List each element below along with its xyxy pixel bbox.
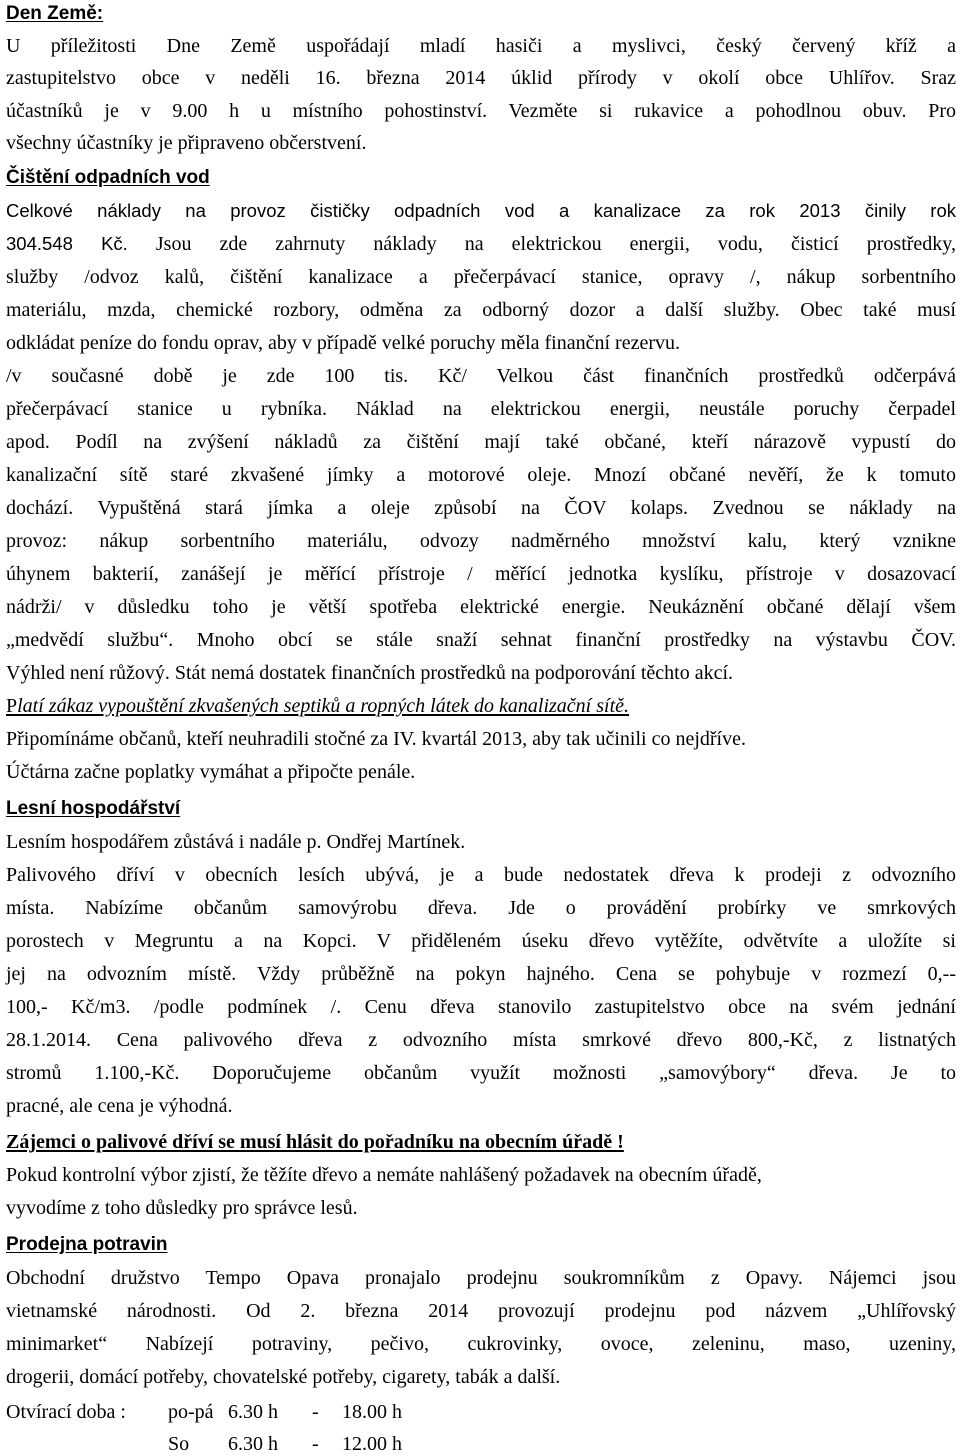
hours-saturday-day: So — [168, 1433, 190, 1455]
lesni-line-9: pracné, ale cena je výhodná. — [6, 1095, 233, 1117]
lesni-after-2: vyvodíme z toho důsledky pro správce lesů. — [6, 1197, 358, 1219]
den-zeme-line-2: zastupitelstvo obce v neděli 16. března 2014 úklid přírody v okolí obce Uhlířov. Sraz — [6, 67, 956, 89]
cisteni-line-13: nádrži/ v důsledku toho je větší spotřeba elektrické energie. Neukáznění občané dělají všem — [6, 596, 956, 618]
prodejna-line-4: drogerii, domácí potřeby, chovatelské potřeby, cigarety, tabák a další. — [6, 1366, 561, 1388]
cisteni-law-rest: latí zákaz vypouštění zkvašených septiků a ropných látek do kanalizační sítě. — [17, 695, 630, 717]
heading-cisteni: Čištění odpadních vod — [6, 167, 210, 188]
lesni-after-1: Pokud kontrolní výbor zjistí, že těžíte dřevo a nemáte nahlášený požadavek na obecním úřadě, — [6, 1164, 762, 1186]
lesni-notice: Zájemci o palivové dříví se musí hlásit do pořadníku na obecním úřadě ! — [6, 1131, 624, 1153]
cisteni-line-6: /v současné době je zde 100 tis. Kč/ Velkou část finančních prostředků odčerpává — [6, 365, 956, 387]
hours-weekday-from: 6.30 h — [228, 1401, 278, 1423]
hours-saturday-from: 6.30 h — [228, 1433, 278, 1455]
cisteni-law-first-letter: P — [6, 695, 18, 717]
lesni-line-7: 28.1.2014. Cena palivového dřeva z odvozního místa smrkové dřevo 800,-Kč, z listnatých — [6, 1029, 956, 1051]
lesni-line-3: místa. Nabízíme občanům samovýrobu dřeva. Jde o provádění probírky ve smrkových — [6, 897, 956, 919]
cisteni-line-2 — [6, 232, 956, 256]
cisteni-line-12: úhynem bakterií, zanášejí je měřící přístroje / měřící jednotka kyslíku, přístroje v dosazovací — [6, 563, 956, 585]
cisteni-line-5: odkládat peníze do fondu oprav, aby v případě velké poruchy měla finanční rezervu. — [6, 332, 680, 354]
cisteni-line-10: dochází. Vypuštěná stará jímka a oleje způsobí na ČOV kolaps. Zvednou se náklady na — [6, 497, 956, 519]
lesni-line-8: stromů 1.100,-Kč. Doporučujeme občanům využít možnosti „samovýbory“ dřeva. Je to — [6, 1062, 956, 1084]
heading-den-zeme — [6, 2, 103, 26]
cisteni-line-4: materiálu, mzda, chemické rozbory, odměna za odborný dozor a další služby. Obec také musí — [6, 299, 956, 321]
cisteni-line-9: kanalizační sítě staré zkvašené jímky a motorové oleje. Mnozí občané nevěří, že k tomuto — [6, 464, 956, 486]
den-zeme-line-4: všechny účastníky je připraveno občerstvení. — [6, 132, 367, 154]
prodejna-line-2: vietnamské národnosti. Od 2. března 2014 provozují prodejnu pod názvem „Uhlířovský — [6, 1300, 956, 1322]
den-zeme-line-1: U příležitosti Dne Země uspořádají mladí hasiči a myslivci, český červený kříž a — [6, 35, 956, 57]
lesni-line-6: 100,- Kč/m3. /podle podmínek /. Cenu dřeva stanovilo zastupitelstvo obce na svém jednání — [6, 996, 956, 1018]
hours-weekday-to: 18.00 h — [342, 1401, 402, 1423]
cisteni-line-11: provoz: nákup sorbentního materiálu, odvozy nadměrného množství kalu, který vznikne — [6, 530, 956, 552]
heading-den-zeme-text: Den Země: — [6, 3, 104, 24]
den-zeme-line-3: účastníků je v 9.00 h u místního pohostinství. Vezměte si rukavice a pohodlnou obuv. Pro — [6, 100, 956, 122]
cisteni-line-2-rest: Jsou zde zahrnuty náklady na elektrickou energii, vodu, čisticí prostředky, — [155, 233, 957, 255]
heading-lesni: Lesní hospodářství — [6, 798, 181, 819]
cisteni-law-notice — [6, 694, 629, 718]
prodejna-line-3: minimarket“ Nabízejí potraviny, pečivo, cukrovinky, ovoce, zeleninu, maso, uzeniny, — [6, 1333, 956, 1355]
heading-prodejna: Prodejna potravin — [6, 1234, 168, 1255]
cisteni-reminder-2: Účtárna začne poplatky vymáhat a připočte penále. — [6, 761, 416, 783]
cisteni-line-sans-1: Celkové náklady na provoz čističky odpadních vod a kanalizace za rok 2013 činily rok — [6, 200, 956, 221]
lesni-line-4: porostech v Megruntu a na Kopci. V přiděleném úseku dřevo vytěžíte, odvětvíte a uložíte si — [6, 930, 956, 952]
lesni-line-2: Palivového dříví v obecních lesích ubývá, je a bude nedostatek dřeva k prodeji z odvozního — [6, 864, 956, 886]
hours-saturday-sep: - — [312, 1433, 319, 1455]
cisteni-line-3: služby /odvoz kalů, čištění kanalizace a přečerpávací stanice, opravy /, nákup sorbentního — [6, 266, 956, 288]
hours-label: Otvírací doba : — [6, 1401, 126, 1423]
cisteni-amount: 304.548 Kč. — [6, 233, 128, 254]
cisteni-line-14: „medvědí službu“. Mnoho obcí se stále snaží sehnat finanční prostředky na výstavbu ČOV. — [6, 629, 956, 651]
prodejna-line-1: Obchodní družstvo Tempo Opava pronajalo prodejnu soukromníkům z Opavy. Nájemci jsou — [6, 1267, 956, 1289]
cisteni-line-8: apod. Podíl na zvýšení nákladů za čištění mají také občané, kteří nárazově vypustí do — [6, 431, 956, 453]
cisteni-line-15: Výhled není růžový. Stát nemá dostatek finančních prostředků na podporování těchto akcí. — [6, 662, 734, 684]
lesni-line-5: jej na odvozním místě. Vždy průběžně na pokyn hajného. Cena se pohybuje v rozmezí 0,-- — [6, 963, 956, 985]
cisteni-reminder-1: Připomínáme občanů, kteří neuhradili stočné za IV. kvartál 2013, aby tak učinili co nejdříve. — [6, 728, 746, 750]
cisteni-line-7: přečerpávací stanice u rybníka. Náklad na elektrickou energii, neustále poruchy čerpadel — [6, 398, 956, 420]
lesni-line-1: Lesním hospodářem zůstává i nadále p. Ondřej Martínek. — [6, 831, 466, 853]
hours-saturday-to: 12.00 h — [342, 1433, 402, 1455]
hours-weekday-sep: - — [312, 1401, 319, 1423]
hours-weekday-day: po-pá — [168, 1401, 214, 1423]
